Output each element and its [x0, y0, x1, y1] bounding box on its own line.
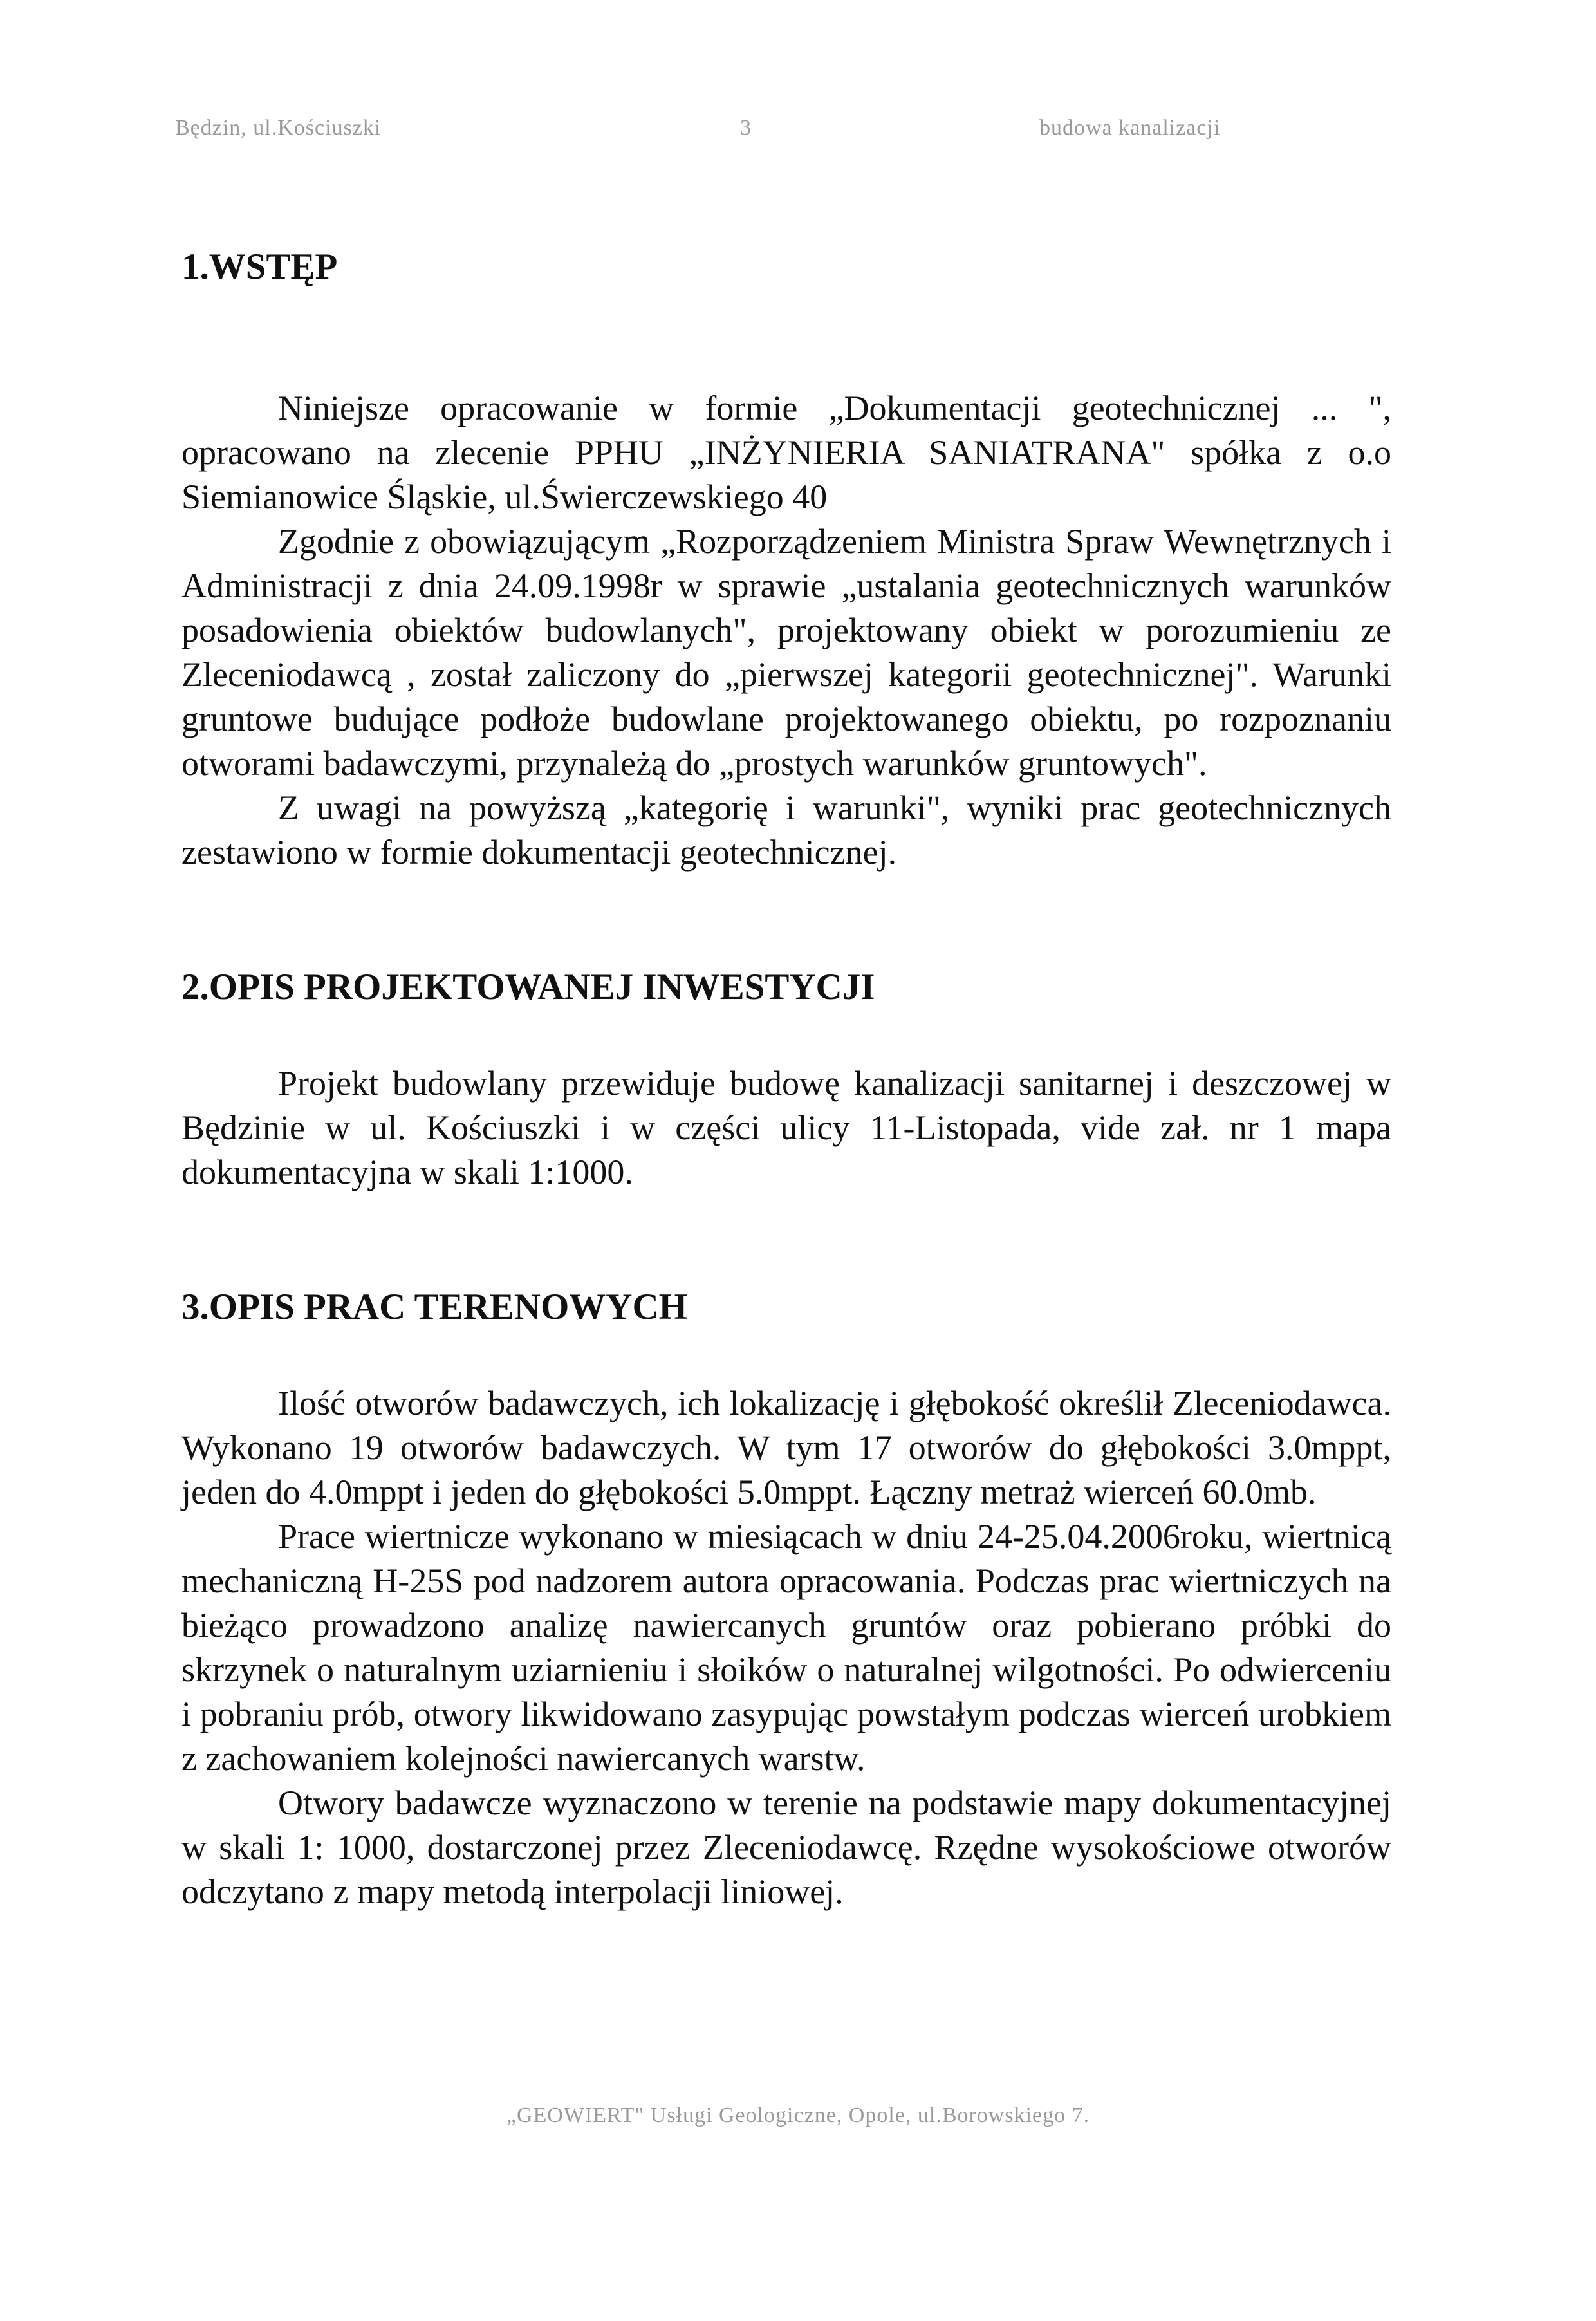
- section-title-field-work: 3.OPIS PRAC TERENOWYCH: [181, 1287, 687, 1327]
- document-body: [181, 245, 1391, 1914]
- header-location: Będzin, ul.Kościuszki: [175, 116, 382, 140]
- section-project-description: [181, 965, 1391, 1195]
- paragraph-field-mapping: Otwory badawcze wyznaczono w terenie na podstawie mapy dokumentacyjnej w skali 1: 1000, dostarczonej przez Zleceniodawcę. Rzędne wysokościowe otworów odczytano z mapy metodą interpolacji liniowej.: [181, 1784, 1391, 1911]
- header-page-number: 3: [740, 116, 752, 140]
- paragraph-intro-summary: Z uwagi na powyższą „kategorię i warunki", wyniki prac geotechnicznych zestawiono w formie dokumentacji geotechnicznej.: [181, 788, 1391, 872]
- section-title-project-description: 2.OPIS PROJEKTOWANEJ INWESTYCJI: [181, 967, 875, 1007]
- header-subject: budowa kanalizacji: [1039, 116, 1221, 140]
- paragraph-project-description: Projekt budowlany przewiduje budowę kanalizacji sanitarnej i deszczowej w Będzinie w ul. Kościuszki i w części ulicy 11-Listopada, vide zał. nr 1 mapa dokumentacyjna w skali 1:1000.: [181, 1064, 1391, 1191]
- section-title-introduction: 1.WSTĘP: [181, 247, 338, 287]
- page-footer: „GEOWIERT" Usługi Geologiczne, Opole, ul.Borowskiego 7.: [506, 2103, 1090, 2127]
- paragraph-intro-commission: Niniejsze opracowanie w formie „Dokumentacji geotechnicznej ... ", opracowano na zlecenie PPHU „INŻYNIERIA SANIATRANA" spółka z o.o Siemianowice Śląskie, ul.Świerczewskiego 40: [181, 389, 1391, 516]
- paragraph-intro-regulation: Zgodnie z obowiązującym „Rozporządzeniem Ministra Spraw Wewnętrznych i Administracji z dnia 24.09.1998r w sprawie „ustalania geotechnicznych warunków posadowienia obiektów budowlanych", projektowany obiekt w porozumieniu ze Zleceniodawcą , został zaliczony do „pierwszej kategorii geotechnicznej". Warunki gruntowe budujące podłoże budowlane projektowanego obiektu, po rozpoznaniu otworami badawczymi, przynależą do „prostych warunków gruntowych".: [181, 522, 1391, 783]
- paragraph-field-drilling: Prace wiertnicze wykonano w miesiącach w dniu 24-25.04.2006roku, wiertnicą mechaniczną H-25S pod nadzorem autora opracowania. Podczas prac wiertniczych na bieżąco prowadzono analizę nawiercanych gruntów oraz pobierano próbki do skrzynek o naturalnym uziarnieniu i słoików o naturalnej wilgotności. Po odwierceniu i pobraniu prób, otwory likwidowano zasypując powstałym podczas wierceń urobkiem z zachowaniem kolejności nawiercanych warstw.: [181, 1517, 1391, 1778]
- section-field-work: [181, 1285, 1391, 1914]
- paragraph-field-boreholes: Ilość otworów badawczych, ich lokalizację i głębokość określił Zleceniodawca. Wykonano 19 otworów badawczych. W tym 17 otworów do głębokości 3.0mppt, jeden do 4.0mppt i jeden do głębokości 5.0mppt. Łączny metraż wierceń 60.0mb.: [181, 1384, 1391, 1511]
- section-introduction: [181, 245, 1391, 875]
- page-header: [0, 116, 1596, 154]
